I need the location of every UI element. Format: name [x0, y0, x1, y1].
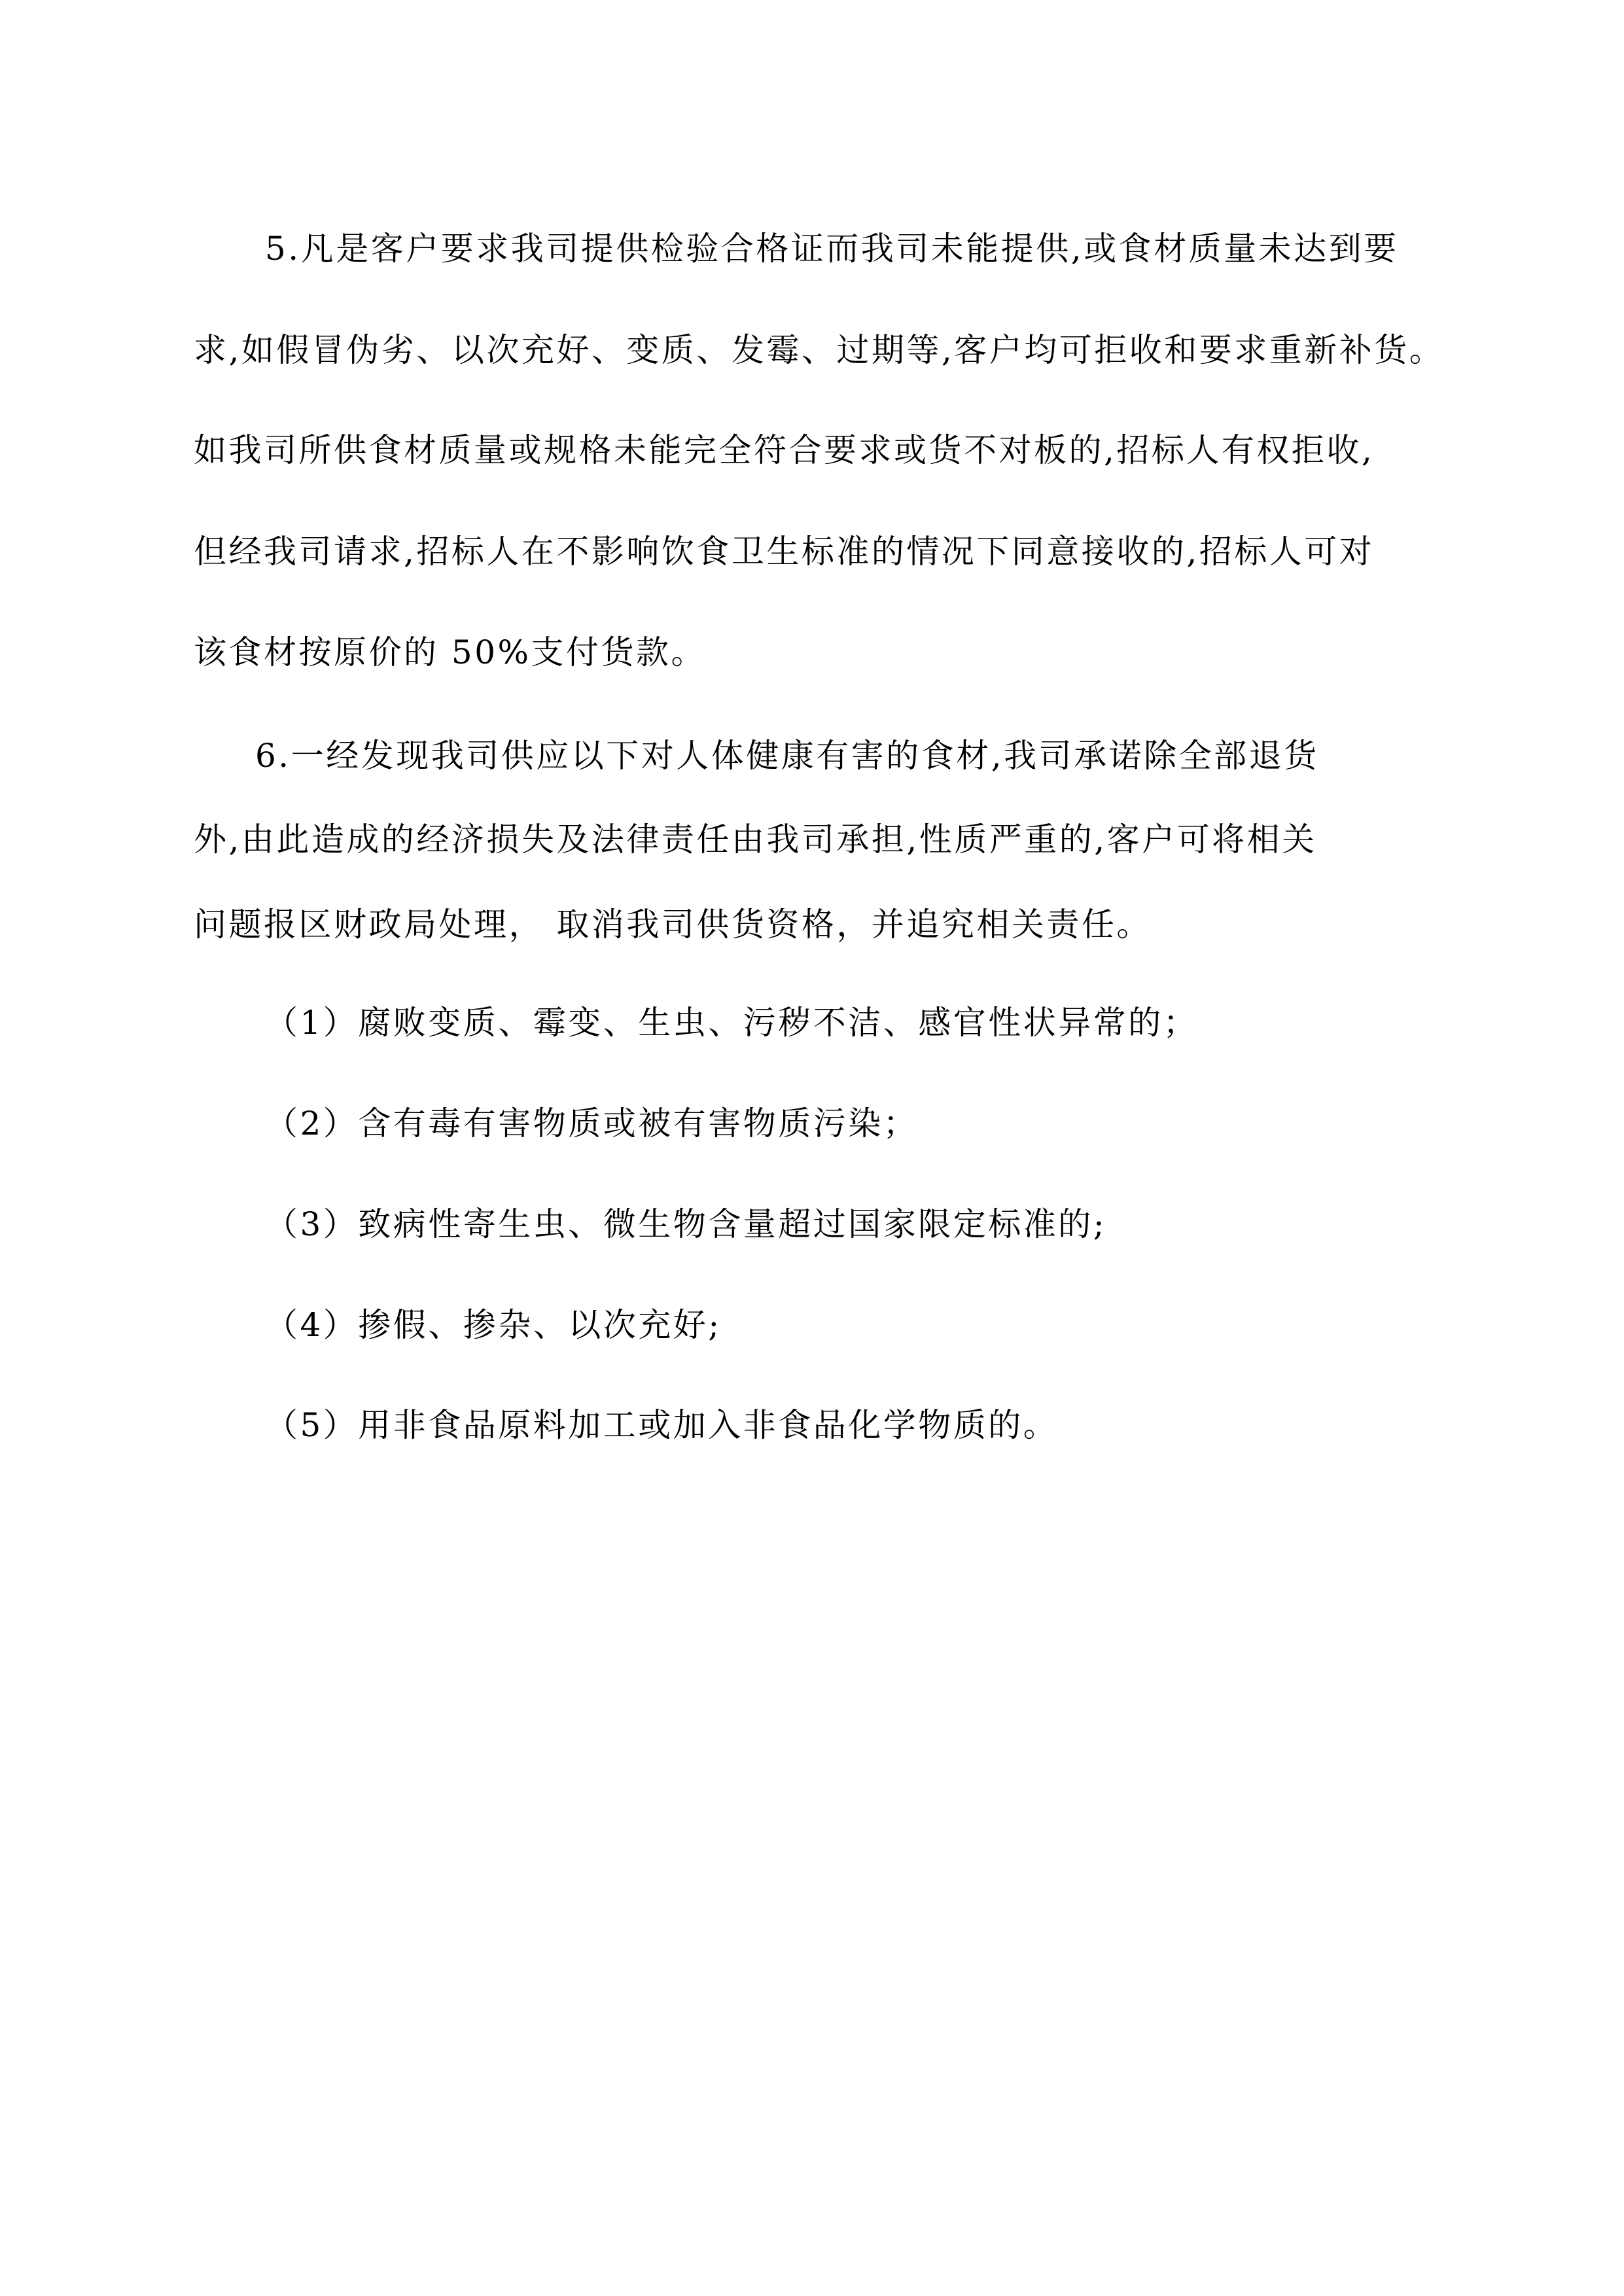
paragraph-line: 但经我司请求,招标人在不影响饮食卫生标准的情况下同意接收的,招标人可对 — [194, 533, 1375, 571]
paragraph-line: 如我司所供食材质量或规格未能完全符合要求或货不对板的,招标人有权拒收, — [194, 431, 1375, 469]
paragraph-line: 外,由此造成的经济损失及法律责任由我司承担,性质严重的,客户可将相关 — [194, 821, 1317, 858]
list-item: （4）掺假、掺杂、以次充好; — [265, 1306, 722, 1344]
list-item: （1）腐败变质、霉变、生虫、污秽不洁、感官性状异常的； — [265, 1004, 1199, 1042]
paragraph-line: 求,如假冒伪劣、以次充好、变质、发霉、过期等,客户均可拒收和要求重新补货。 — [194, 331, 1445, 369]
paragraph-line: 5.凡是客户要求我司提供检验合格证而我司未能提供,或食材质量未达到要 — [265, 230, 1399, 268]
paragraph-line: 该食材按原价的 50%支付货款。 — [194, 633, 707, 671]
list-item: （3）致病性寄生虫、微生物含量超过国家限定标准的; — [265, 1205, 1107, 1243]
paragraph-line: 6.一经发现我司供应以下对人体健康有害的食材,我司承诺除全部退货 — [255, 737, 1319, 775]
list-item: （2）含有毒有害物质或被有害物质污染； — [265, 1104, 919, 1142]
list-item: （5）用非食品原料加工或加入非食品化学物质的。 — [265, 1406, 1059, 1444]
paragraph-line: 问题报区财政局处理， 取消我司供货资格，并追究相关责任。 — [194, 906, 1152, 944]
